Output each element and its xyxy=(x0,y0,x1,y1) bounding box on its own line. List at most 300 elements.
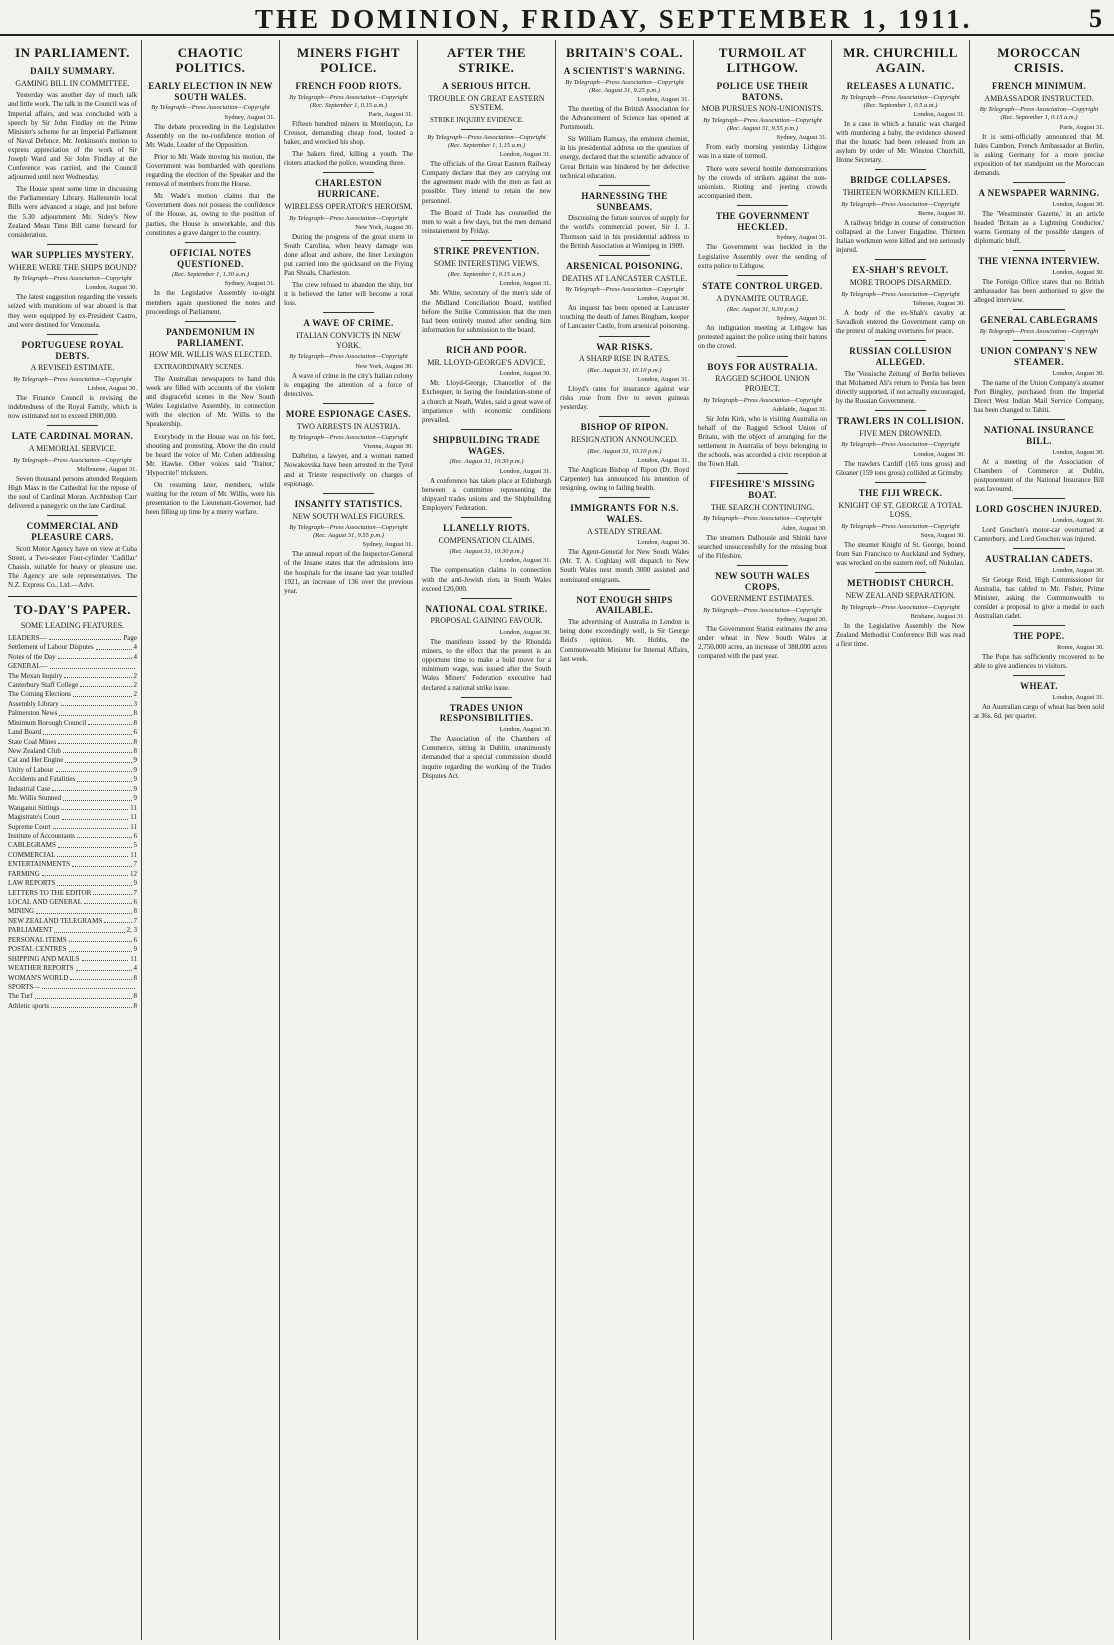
contents-row xyxy=(8,728,137,737)
contents-dots xyxy=(61,804,128,810)
contents-row xyxy=(8,738,137,747)
article-subheadline: MR. LLOYD-GEORGE'S ADVICE. xyxy=(427,357,546,367)
section-divider xyxy=(47,244,99,245)
article-byline: (Rec. September 1, 0.15 a.m.) xyxy=(447,271,526,279)
article-byline: By Telegraph—Press Association—Copyright xyxy=(13,456,132,464)
article-paragraph: An indignation meeting at Lithgow has protested against the police using their batons on the crowd. xyxy=(698,324,827,351)
article-dateline: Paris, August 31. xyxy=(1059,123,1104,131)
article-paragraph: STRIKE INQUIRY EVIDENCE. xyxy=(430,115,524,124)
contents-label: Assembly Library xyxy=(8,699,59,708)
article-dateline: London, August 30. xyxy=(913,450,965,458)
article-dateline: London, August 30. xyxy=(1052,566,1104,574)
contents-dots xyxy=(70,974,131,980)
section-divider xyxy=(47,334,99,335)
article-headline: NATIONAL COAL STRIKE. xyxy=(425,603,548,614)
article-subheadline: A DYNAMITE OUTRAGE. xyxy=(716,293,809,303)
contents-label: Land Board xyxy=(8,728,42,737)
article-subheadline: GAMING BILL IN COMMITTEE. xyxy=(15,78,130,88)
article-headline: STATE CONTROL URGED. xyxy=(702,280,823,291)
article-paragraph: The Agent-General for New South Wales (Mr. T. A. Coghlan) will dispatch to New South Wales next month 3000 assisted and nominated emigrants. xyxy=(560,548,689,584)
contents-label: State Coal Mines xyxy=(8,737,57,746)
todays-paper-subheadline: SOME LEADING FEATURES. xyxy=(20,621,125,631)
article-dateline: London, August 31. xyxy=(637,376,689,384)
contents-page: 11 xyxy=(130,813,137,822)
column-headline: MOROCCAN CRISIS. xyxy=(997,45,1081,75)
contents-row xyxy=(8,955,137,964)
article-paragraph: Sir John Kirk, who is visiting Australia on behalf of the Ragged School Union of Britain, with the object of arranging for the settlement in Australia of boys belonging to the schools, was accorded a civic reception at the Town Hall. xyxy=(698,414,827,469)
contents-dots xyxy=(51,1002,131,1008)
column-headline: AFTER THE STRIKE. xyxy=(446,45,527,75)
contents-label: GENERAL— xyxy=(8,662,48,671)
contents-page: 9 xyxy=(133,775,137,784)
article-subheadline: A REVISED ESTIMATE. xyxy=(30,363,115,373)
article-paragraph: Discussing the future sources of supply for the world's commercial power, Sir J. J. Thomson said in his presidential address to the British Association at Winnipeg in 1909. xyxy=(560,214,689,250)
article-paragraph: In the Legislative Assembly to-night members again questioned the notes and proceedings of Parliament. xyxy=(146,289,275,316)
contents-dots xyxy=(57,851,128,857)
contents-page: 8 xyxy=(133,973,137,982)
article-headline: TRAWLERS IN COLLISION. xyxy=(836,416,965,427)
section-divider xyxy=(737,473,789,474)
article-headline: THE VIENNA INTERVIEW. xyxy=(978,256,1100,267)
article-paragraph: During the progress of the great storm in South Carolina, when heavy damage was done afloat and ashore, the liner Lexington put carried into the quicksand on the Frying Pan Shoals, Charleston. xyxy=(284,232,413,278)
column-headline: CHAOTIC POLITICS. xyxy=(175,45,246,75)
contents-dots xyxy=(76,964,132,970)
article-dateline: London, August 31. xyxy=(913,110,965,118)
contents-dots xyxy=(54,926,124,932)
contents-dots xyxy=(57,879,131,885)
section-divider xyxy=(1013,625,1065,626)
contents-page: 9 xyxy=(133,756,137,765)
contents-page: 8 xyxy=(133,1001,137,1010)
contents-label: MINING xyxy=(8,907,35,916)
contents-page: 11 xyxy=(130,850,137,859)
contents-dots xyxy=(63,747,132,753)
contents-row xyxy=(8,634,137,643)
article-paragraph: An inquest has been opened at Lancaster touching the death of James Bingham, keeper of Lancaster Castle, from arsenical poisoning. xyxy=(560,304,689,331)
contents-row xyxy=(8,898,137,907)
article-headline: EARLY ELECTION IN NEW SOUTH WALES. xyxy=(148,80,273,102)
contents-page: 9 xyxy=(133,879,137,888)
section-divider xyxy=(875,572,927,573)
contents-row xyxy=(8,709,137,718)
contents-row xyxy=(8,974,137,983)
news-column xyxy=(280,40,418,1640)
contents-label: Canterbury Staff College xyxy=(8,680,79,689)
article-byline: By Telegraph—Press Association—Copyright xyxy=(703,396,822,404)
section-divider xyxy=(461,129,513,130)
contents-dots xyxy=(36,907,131,913)
contents-row xyxy=(8,832,137,841)
contents-label: Cat and Her Engine xyxy=(8,756,64,765)
article-paragraph: The officials of the Great Eastern Railway Company declare that they are carrying out the agreement made with the men as fast as possible. They intend to retain the new personnel. xyxy=(422,160,551,205)
contents-row xyxy=(8,719,137,728)
contents-dots xyxy=(49,634,122,640)
article-dateline: Brisbane, August 31. xyxy=(910,612,965,620)
article-subheadline: A MEMORIAL SERVICE. xyxy=(28,444,117,454)
article-paragraph: The meeting of the British Association for the Advancement of Science has opened at Portsmouth. xyxy=(560,104,689,132)
page-number: 5 xyxy=(1089,4,1102,33)
article-paragraph: The debate proceeding in the Legislative Assembly on the no-confidence motion of Mr. Wade, Leader of the Opposition. xyxy=(146,122,275,149)
section-divider xyxy=(461,598,513,599)
article-headline: WHEAT. xyxy=(1020,681,1058,692)
contents-page: 9 xyxy=(133,945,137,954)
contents-dots xyxy=(58,841,132,847)
section-divider xyxy=(461,429,513,430)
article-dateline: Teheran, August 30. xyxy=(912,299,965,307)
article-paragraph: The 'Westminster Gazette,' in an article headed 'Britain as a Lightning Conductor,' warns Germany of the possible dangers of diplomatic bluff. xyxy=(974,209,1104,246)
article-paragraph: Fifteen hundred miners in Montluçon, Le Creusot, demanding cheap food, looted a baker, and wrecked his shop. xyxy=(284,119,413,147)
article-subheadline: THIRTEEN WORKMEN KILLED. xyxy=(842,188,959,198)
contents-dots xyxy=(77,775,131,781)
section-divider xyxy=(323,403,375,404)
article-byline: (Rec. August 31, 10.10 p.m.) xyxy=(587,447,662,455)
article-paragraph: On resuming later, members, while waiting for the return of Mr. Willis, were his presentation to the Lieutenant-Governor, had been filling up time by a merry warfare. xyxy=(146,481,275,517)
contents-dots xyxy=(84,898,131,904)
article-headline: COMMERCIAL AND PLEASURE CARS. xyxy=(26,521,119,542)
article-headline: A NEWSPAPER WARNING. xyxy=(978,187,1100,198)
contents-row xyxy=(8,926,137,935)
contents-page: 6 xyxy=(133,831,137,840)
article-dateline: London, August 31. xyxy=(1052,694,1104,702)
news-column xyxy=(970,40,1108,1640)
article-paragraph: The steamer Knight of St. George, bound from San Francisco to Auckland and Sydney, was wrecked on the eastern reef, off Nukulau. xyxy=(836,540,965,568)
contents-label: The Turf xyxy=(8,992,33,1001)
contents-label: NEW ZEALAND TELEGRAMS xyxy=(8,916,103,925)
article-dateline: London, August 30. xyxy=(1052,516,1104,524)
article-byline: By Telegraph—Press Association—Copyright xyxy=(979,328,1099,336)
contents-row xyxy=(8,672,137,681)
article-headline: ARSENICAL POISONING. xyxy=(566,260,683,271)
contents-page: 4 xyxy=(133,964,137,973)
section-divider xyxy=(1013,548,1065,549)
article-byline: By Telegraph—Press Association—Copyright xyxy=(289,353,408,361)
contents-row xyxy=(8,662,137,671)
contents-dots xyxy=(61,700,132,706)
contents-dots xyxy=(56,766,132,772)
article-dateline: New York, August 30. xyxy=(355,223,413,231)
section-divider xyxy=(875,169,927,170)
article-paragraph: Seven thousand persons attended Requiem High Mass in the Cathedral for the repose of the soul of Cardinal Moran. Archbishop Carr delivered a panegyric on the late Cardinal. xyxy=(8,474,137,511)
article-dateline: London, August 31. xyxy=(637,456,689,464)
todays-paper-headline: TO-DAY'S PAPER. xyxy=(13,602,132,618)
article-headline: STRIKE PREVENTION. xyxy=(433,245,540,256)
section-divider xyxy=(323,312,375,313)
contents-dots xyxy=(63,794,131,800)
contents-page: 9 xyxy=(133,765,137,774)
article-subheadline: SOME INTERESTING VIEWS. xyxy=(433,258,540,268)
article-dateline: Rome, August 30. xyxy=(1057,644,1104,652)
contents-row xyxy=(8,964,137,973)
article-subheadline: COMPENSATION CLAIMS. xyxy=(438,535,535,545)
section-divider xyxy=(599,416,651,417)
article-paragraph: In a case in which a lunatic was charged with murdering a baby, the evidence showed that the lunatic had been released from an asylum by order of Mr. Winston Churchill, Home Secretary. xyxy=(836,119,965,165)
contents-row xyxy=(8,992,137,1001)
contents-dots xyxy=(96,643,132,649)
contents-label: Institute of Accountants xyxy=(8,831,75,840)
article-paragraph: Mr. Lloyd-George, Chancellor of the Exchequer, in laying the foundation-stone of a church at Neath, Wales, said a great wave of impatience with economic conditions prevailed. xyxy=(422,379,551,424)
article-subheadline: PROPOSAL GAINING FAVOUR. xyxy=(430,616,543,626)
section-divider xyxy=(1013,182,1065,183)
article-subheadline: TROUBLE ON GREAT EASTERN SYSTEM. xyxy=(428,93,545,113)
contents-dots xyxy=(42,870,128,876)
article-headline: INSANITY STATISTICS. xyxy=(294,498,403,509)
contents-page: 8 xyxy=(133,992,137,1001)
column-headline: TURMOIL AT LITHGOW. xyxy=(718,45,807,75)
section-divider xyxy=(323,493,375,494)
contents-page: 2 xyxy=(133,671,137,680)
article-headline: NEW SOUTH WALES CROPS. xyxy=(715,570,810,592)
contents-dots xyxy=(69,936,132,942)
contents-label: Mr. Willis Stunned xyxy=(8,794,62,803)
section-divider xyxy=(737,275,789,276)
contents-row xyxy=(8,766,137,775)
article-paragraph: Mr. Wade's motion claims that the Government does not possess the confidence of the House, as, owing to the position of parties, the House is unworkable, and this constitutes a grave danger to the country. xyxy=(146,192,275,237)
contents-page: 8 xyxy=(133,737,137,746)
article-headline: A WAVE OF CRIME. xyxy=(303,318,394,329)
article-dateline: Sydney, August 31. xyxy=(776,134,827,142)
article-paragraph: An Australian cargo of wheat has been sold at 36s. 6d. per quarter. xyxy=(974,703,1104,721)
column-headline: MR. CHURCHILL AGAIN. xyxy=(843,45,958,75)
article-headline: RUSSIAN COLLUSION ALLEGED. xyxy=(849,346,952,367)
article-dateline: London, August 30. xyxy=(1052,200,1104,208)
article-dateline: London, August 31. xyxy=(637,95,689,103)
contents-dots xyxy=(104,917,131,923)
contents-row xyxy=(8,823,137,832)
article-byline: By Telegraph—Press Association—Copyright xyxy=(841,200,960,208)
section-divider xyxy=(875,410,927,411)
article-byline: By Telegraph—Press Association—Copyright xyxy=(841,522,960,530)
article-dateline: Adelaide, August 31. xyxy=(772,405,827,413)
article-dateline: London, August 31. xyxy=(499,467,551,475)
contents-dots xyxy=(65,756,131,762)
article-dateline: London, August 30. xyxy=(637,539,689,547)
article-dateline: Sydney, August 31. xyxy=(776,315,827,323)
article-paragraph: The compensation claims in connection with the anti-Jewish riots in South Wales exceed £20,000. xyxy=(422,566,551,593)
contents-page: 7 xyxy=(133,916,137,925)
article-paragraph: Sir William Ramsay, the eminent chemist, in his presidential address on the question of energy, declared that the scientific advance of Great Britain was hindered by her defective technical education. xyxy=(560,135,689,180)
article-paragraph: The bakers fired, killing a youth. The rioters attacked the police, wounding three. xyxy=(284,150,413,168)
article-headline: METHODIST CHURCH. xyxy=(847,578,954,589)
article-byline: By Telegraph—Press Association—Copyright (Rec. August 31, 9.25 p.m.) xyxy=(565,78,684,94)
article-paragraph: It is semi-officially announced that M. Jules Cambon, French Ambassador at Berlin, is asking Germany for a more precise exposition of her standpoint on the Moroccan demands. xyxy=(974,132,1104,177)
article-byline: By Telegraph—Press Association—Copyright (Rec. August 31, 9.55 p.m.) xyxy=(703,117,822,133)
article-headline: WAR RISKS. xyxy=(596,341,653,352)
article-subheadline: THE SEARCH CONTINUING. xyxy=(710,502,815,512)
contents-label: CABLEGRAMS xyxy=(8,841,56,850)
contents-dots xyxy=(73,690,132,696)
article-headline: BISHOP OF RIPON. xyxy=(580,422,669,433)
article-dateline: Paris, August 31. xyxy=(368,110,413,118)
article-headline: NOT ENOUGH SHIPS AVAILABLE. xyxy=(576,594,673,616)
contents-label: LOCAL AND GENERAL xyxy=(8,898,83,907)
article-headline: OFFICIAL NOTES QUESTIONED. xyxy=(169,247,252,269)
section-divider xyxy=(875,259,927,260)
article-dateline: Aden, August 30. xyxy=(781,524,827,532)
contents-page: 9 xyxy=(133,784,137,793)
contents-page: 4 xyxy=(133,643,137,652)
contents-dots xyxy=(58,653,132,659)
article-headline: POLICE USE THEIR BATONS. xyxy=(716,80,809,102)
contents-label: Unity of Labour xyxy=(8,765,54,774)
article-headline: THE FIJI WRECK. xyxy=(858,487,943,498)
section-divider xyxy=(599,589,651,590)
contents-page: 6 xyxy=(133,898,137,907)
contents-page: 7 xyxy=(133,860,137,869)
news-columns xyxy=(4,40,1110,1640)
article-headline: FIFESHIRE'S MISSING BOAT. xyxy=(710,479,815,501)
article-paragraph: The Board of Trade has counselled the men to wait a few days, but the men demand reinstatement by Friday. xyxy=(422,208,551,235)
article-dateline: London, August 30. xyxy=(85,284,137,292)
article-subheadline: WHERE WERE THE SHIPS BOUND? xyxy=(8,262,137,272)
article-paragraph: Yesterday was another day of much talk and little work. The talk in the Council was of Imperial affairs, and was concluded with a speech by Sir John Findlay on the Prime Minister's scheme for an Imperial Parliament of Naval Defence. Mr. Jenkinson's motion to express appreciation of the work of Sir Joseph Ward and Sir John Findlay at the Conference was carried, and the Council adjourned until next Wednesday. xyxy=(8,91,137,182)
article-paragraph: At a meeting of the Association of Chambers of Commerce at Dublin, postponement of the National Insurance Bill was favoured. xyxy=(974,457,1104,493)
contents-dots xyxy=(77,832,132,838)
contents-row xyxy=(8,889,137,898)
column-headline: BRITAIN'S COAL. xyxy=(565,45,684,60)
article-dateline: Vienna, August 30. xyxy=(363,443,413,451)
section-divider xyxy=(875,482,927,483)
contents-row xyxy=(8,690,137,699)
article-headline: IMMIGRANTS FOR N.S. WALES. xyxy=(570,503,679,524)
article-byline: By Telegraph—Press Association—Copyright xyxy=(289,434,408,442)
article-paragraph: EXTRAORDINARY SCENES. xyxy=(154,362,244,371)
article-paragraph: The steamers Dalhousie and Shinki have searched unsuccessfully for the missing boat of the Fifeshire. xyxy=(698,533,827,560)
article-paragraph: Mr. White, secretary of the men's side of the Midland Conciliation Board, testified before the Strike Commission that the men had been entirely trusted after sending him information for submission to the board. xyxy=(422,289,551,334)
article-headline: SHIPBUILDING TRADE WAGES. xyxy=(432,434,541,456)
article-byline: By Telegraph—Press Association—Copyright xyxy=(565,286,684,294)
contents-row xyxy=(8,907,137,916)
article-headline: PANDEMONIUM IN PARLIAMENT. xyxy=(166,326,255,348)
contents-page: 6 xyxy=(133,728,137,737)
contents-label: Supreme Court xyxy=(8,822,51,831)
article-headline: GENERAL CABLEGRAMS xyxy=(980,315,1098,326)
contents-label: Industrial Case xyxy=(8,784,51,793)
article-byline: By Telegraph—Press Association—Copyright (Rec. September 1, 0.5 a.m.) xyxy=(841,93,960,109)
article-paragraph: The Association of the Chambers of Commerce, sitting in Dublin, unanimously demanded that a special commission should inquire regarding the working of the Trades Disputes Act. xyxy=(422,735,551,780)
section-divider xyxy=(461,339,513,340)
article-byline: By Telegraph—Press Association—Copyright xyxy=(841,603,960,611)
article-paragraph: In the Legislative Assembly the New Zealand Methodist Conference Bill was read a first time. xyxy=(836,621,965,648)
contents-row xyxy=(8,879,137,888)
article-paragraph: A body of the ex-Shah's cavalry at Savadkoh entered the Government camp on the pretext of making overtures for peace. xyxy=(836,308,965,335)
contents-dots xyxy=(72,860,131,866)
article-byline: By Telegraph—Press Association—Copyright xyxy=(703,515,822,523)
article-headline: TRADES UNION RESPONSIBILITIES. xyxy=(439,702,534,724)
contents-label: FARMING xyxy=(8,869,40,878)
article-paragraph: The 'Vossische Zeitung' of Berlin believes that Mohamed Ali's return to Persia has been directly supported, if not actually encouraged, by the Russian Government. xyxy=(836,369,965,405)
article-paragraph: There were several hostile demonstrations by the crowds of strikers against the non-unionists. Rioting and jeering crowds accompanied them. xyxy=(698,164,827,200)
article-headline: BRIDGE COLLAPSES. xyxy=(850,175,951,186)
article-byline: By Telegraph—Press Association—Copyright (Rec. September 1, 1.15 a.m.) xyxy=(427,133,546,150)
contents-row xyxy=(8,813,137,822)
article-headline: FRENCH MINIMUM. xyxy=(992,80,1086,91)
contents-page: 3 xyxy=(133,699,137,708)
article-dateline: Sydney, August 31. xyxy=(362,541,413,549)
article-headline: LATE CARDINAL MORAN. xyxy=(11,431,134,442)
contents-row xyxy=(8,851,137,860)
section-divider xyxy=(737,205,789,206)
section-divider xyxy=(461,517,513,518)
section-divider xyxy=(1013,419,1065,420)
article-paragraph: The manifesto issued by the Rhondda miners, to the effect that the present is an opportune time to make a bold move for a minimum wage, was issued after the South Wales Miners' Federation executive had declared a national strike issue. xyxy=(422,638,551,692)
contents-row xyxy=(8,804,137,813)
article-subheadline: MORE TROOPS DISARMED. xyxy=(849,278,952,288)
article-subheadline: MOB PURSUES NON-UNIONISTS. xyxy=(701,104,824,114)
article-dateline: Sydney, August 31. xyxy=(224,113,275,121)
contents-page: 4 xyxy=(133,652,137,661)
article-headline: HARNESSING THE SUNBEAMS. xyxy=(581,190,668,212)
article-paragraph: Dalbrino, a lawyer, and a woman named Nowakovska have been arrested in the Tyrol and at Trieste respectively on charges of espionage. xyxy=(284,452,413,488)
newspaper-title: THE DOMINION, FRIDAY, SEPTEMBER 1, 1911. xyxy=(255,4,973,34)
contents-dots xyxy=(50,662,135,668)
article-byline: By Telegraph—Press Association—Copyright (Rec. August 31, 9.55 p.m.) xyxy=(289,524,408,540)
article-paragraph: Scott Motor Agency have on view at Cuba Street, a Two-seater Four-cylinder 'Cadillac' Chassis, suitable for heavy or pleasure use. The Agency are sole representatives. The N.Z. Express Co., Ltd.—Advt. xyxy=(8,544,137,590)
contents-row xyxy=(8,983,137,992)
news-column xyxy=(4,40,142,1640)
contents-page: Page xyxy=(123,633,137,642)
article-byline: By Telegraph—Press Association—Copyright xyxy=(703,607,822,614)
contents-page: 8 xyxy=(133,709,137,718)
article-headline: RICH AND POOR. xyxy=(446,344,527,355)
article-paragraph: The Foreign Office states that no British ambassador has been authorised to give the alleged interview. xyxy=(974,277,1104,305)
news-column xyxy=(142,40,280,1640)
article-subheadline: FIVE MEN DROWNED. xyxy=(859,428,942,438)
article-subheadline: TWO ARRESTS IN AUSTRIA. xyxy=(296,421,401,431)
article-dateline: London, August 30. xyxy=(1052,369,1104,377)
article-dateline: London, August 31. xyxy=(499,557,551,565)
article-byline: By Telegraph—Press Association—Copyright xyxy=(13,275,132,283)
article-byline: By Telegraph—Press Association—Copyright (Rec. September 1, 0.15 a.m.) xyxy=(979,106,1099,122)
contents-label: Athletic sports xyxy=(8,1001,50,1010)
article-dateline: Sydney, August 30. xyxy=(776,616,827,624)
section-divider xyxy=(461,240,513,241)
contents-dots xyxy=(64,672,131,678)
news-column xyxy=(694,40,832,1640)
contents-row xyxy=(8,653,137,662)
article-byline: (Rec. August 31, 10.30 p.m.) xyxy=(449,458,524,466)
article-paragraph: The annual report of the Inspector-General of the Insane states that the admissions into the hospitals for the insane last year totalled 1921, an increase of 136 over the previous year. xyxy=(284,550,413,595)
article-paragraph: A railway bridge in course of construction collapsed at the Lower Engadine. Thirteen Italian workmen were killed and ten seriously injured. xyxy=(836,218,965,255)
contents-page: 11 xyxy=(130,954,137,963)
article-subheadline: RAGGED SCHOOL UNION PROJECT. xyxy=(715,374,810,393)
article-byline: (Rec. August 31, 10.10 p.m.) xyxy=(587,366,662,374)
article-headline: LORD GOSCHEN INJURED. xyxy=(975,504,1103,515)
section-divider xyxy=(875,340,927,341)
section-divider xyxy=(1013,250,1065,251)
article-dateline: Lisbon, August 30. xyxy=(87,385,137,393)
contents-dots xyxy=(69,945,132,951)
article-byline: By Telegraph—Press Association—Copyright xyxy=(841,290,960,298)
contents-label: PERSONAL ITEMS xyxy=(8,935,67,944)
article-byline: By Telegraph—Press Association—Copyright xyxy=(151,104,270,112)
section-divider xyxy=(1013,498,1065,499)
contents-label: LETTERS TO THE EDITOR xyxy=(8,888,92,897)
contents-label: LEADERS— xyxy=(8,633,47,642)
section-divider xyxy=(599,185,651,186)
article-byline: (Rec. September 1, 1.30 a.m.) xyxy=(171,271,250,279)
contents-dots xyxy=(43,728,131,734)
section-divider xyxy=(185,242,237,243)
article-headline: UNION COMPANY'S NEW STEAMER. xyxy=(980,346,1098,367)
article-byline: (Rec. August 31, 10.30 p.m.) xyxy=(449,548,524,556)
article-headline: A SERIOUS HITCH. xyxy=(442,80,531,91)
article-paragraph: The Government was heckled in the Legislative Assembly over the sending of extra police to Lithgow. xyxy=(698,243,827,270)
article-paragraph: The Finance Council is revising the indebtedness of the Royal Family, which is now estimated not to exceed £800,000. xyxy=(8,394,137,421)
article-paragraph: From early morning yesterday Lithgow was in a state of turmoil. xyxy=(698,143,827,161)
contents-row xyxy=(8,860,137,869)
article-dateline: London, August 30. xyxy=(499,370,551,378)
article-dateline: London, August 30. xyxy=(637,295,689,303)
